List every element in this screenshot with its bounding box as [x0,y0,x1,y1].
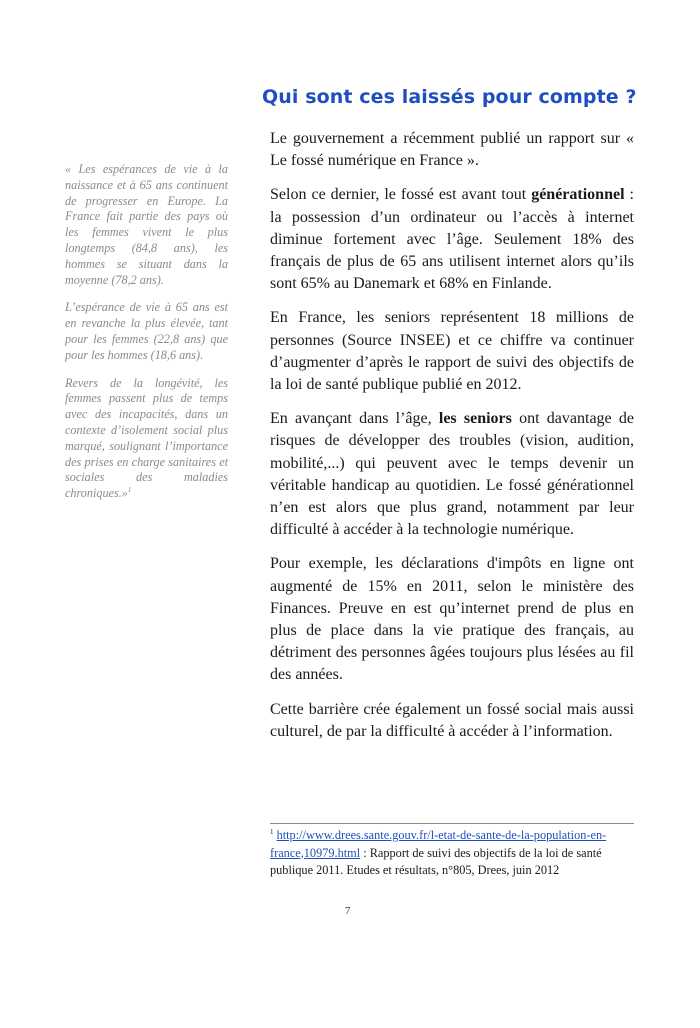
body-paragraph: Le gouvernement a récemment publié un rapport sur « Le fossé numérique en France ». [270,130,634,170]
body-text: ont davantage de risques de développer des troubles (vision, audition, mobilité,...) qui peuvent avec le temps devenir un véritable handicap au quotidien. Le fossé générationnel n’en est alors que plus grand, notamment par leur difficulté à accéder à la technologie numérique. [270,410,634,539]
sidebar-paragraph [65,376,228,502]
page-title: Qui sont ces laissés pour compte ? [262,86,637,108]
emphasis-text: les seniors [438,410,512,428]
main-body [270,128,634,755]
body-paragraph [270,184,634,295]
sidebar-quote [65,162,228,514]
body-text: En avançant dans l’âge, [270,410,439,428]
body-text: : la possession d’un ordinateur ou l’accès à internet diminue fortement avec l’âge. Seulement 18% des français de plus de 65 ans utilisent internet alors qu’ils sont 65% au Danemark et 68% en Finlande. [270,186,634,293]
sidebar-paragraph: L’espérance de vie à 65 ans est en revanche la plus élevée, tant pour les femmes (22,8 ans) que pour les hommes (18,6 ans). [65,300,228,362]
footnote-reference[interactable]: 1 [127,486,132,495]
emphasis-text: générationnel [531,186,625,204]
body-text: Selon ce dernier, le fossé est avant tout [270,186,532,204]
sidebar-paragraph: « Les espérances de vie à la naissance et à 65 ans continuent de progresser en Europe. La France fait partie des pays où les femmes vivent le plus longtemps (84,8 ans), les hommes se situant dans la moyenne (78,2 ans). [65,162,228,287]
footnote-divider [270,823,634,824]
body-paragraph: Pour exemple, les déclarations d'impôts en ligne ont augmenté de 15% en 2011, selon le ministère des Finances. Preuve en est qu’internet prend de plus en plus de place dans la vie pratique des français, au détriment des personnes âgées toujours plus lésées au fil des années. [270,555,634,684]
footnote-number: 1 [270,827,274,836]
sidebar-paragraph-text: Revers de la longévité, les femmes passent plus de temps avec des incapacités, dans un contexte d’isolement social plus marqué, soulignant l’importance des prises en charge sanitaires et sociales des maladies chroniques.» [65,375,228,501]
footnote-link[interactable]: http://www.drees.sante.gouv.fr/l-etat-de-sante-de-la-population-en-france,10979.html [270,828,607,860]
body-paragraph: Cette barrière crée également un fossé social mais aussi culturel, de par la difficulté à accéder à l’information. [270,700,634,740]
body-paragraph [270,408,634,541]
footnote [270,827,634,880]
body-paragraph: En France, les seniors représentent 18 millions de personnes (Source INSEE) et ce chiffre va continuer d’augmenter d’après le rapport de suivi des objectifs de la loi de santé publique publié en 2012. [270,309,634,394]
page-number: 7 [345,905,351,917]
footnote-text: : Rapport de suivi des objectifs de la loi de santé publique 2011. Etudes et résultats, n°805, Drees, juin 2012 [270,845,602,877]
